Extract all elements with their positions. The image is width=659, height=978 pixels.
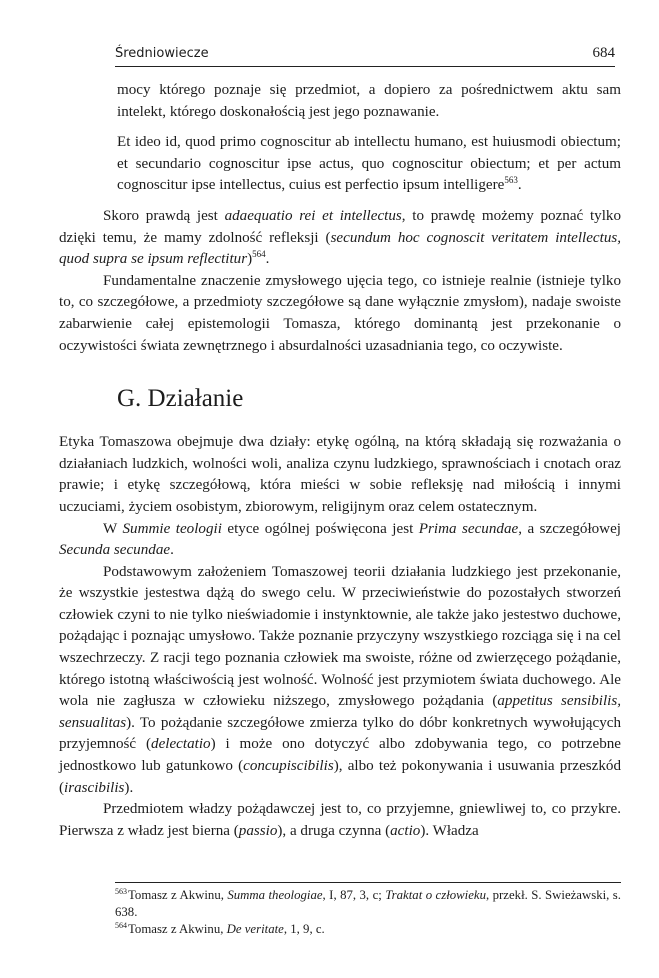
text-span: Przedmiotem władzy pożądawczej jest to, co przyjemne, gniewliwej to, co przykre. Pierwsza z władz jest bierna ( xyxy=(59,801,621,839)
footnote-564 xyxy=(115,921,621,938)
italic-title: Summa theologiae xyxy=(227,888,323,902)
text-span: . xyxy=(265,251,270,268)
italic-term: adaequatio rei et intellectus xyxy=(224,207,402,224)
text-span: ). To pożądanie szczegółowe zmierza tylko do dóbr konkretnych wywołujących przyjemność ( xyxy=(59,714,621,753)
footnote-563 xyxy=(115,887,621,921)
text-span: ). xyxy=(124,779,134,796)
footnote-ref[interactable]: 563 xyxy=(504,175,518,186)
text-span: etyce ogólnej poświęcona jest xyxy=(221,520,419,537)
text-span: , a szczegółowej xyxy=(518,520,621,537)
paragraph: mocy którego poznaje się przedmiot, a dopiero za pośrednictwem aktu sam intelekt, którego doskonałością jest jego poznawanie. xyxy=(117,82,621,120)
paragraph xyxy=(59,799,621,842)
text-span: , I, 87, 3, c; xyxy=(322,888,386,902)
italic-term: concupiscibilis xyxy=(243,758,334,775)
paragraph: Fundamentalne znaczenie zmysłowego ujęcia tego, co istnieje realnie (istnieje tylko to, co szczegółowe, a przedmioty szczegółowe są dane wyłącznie zmysłom), nadaje swoiste zabarwienie całej epistemologii Tomasza, którego dominantą jest przekonanie o oczywistości świata zewnętrznego i absurdalności uzasadniania tego, co oczywiste. xyxy=(59,272,621,354)
paragraph: Etyka Tomaszowa obejmuje dwa działy: etykę ogólną, na którą składają się rozważania o działaniach ludzkich, wolności woli, analiza czynu ludzkiego, sprawnościach i cnotach oraz prawie; i etykę szczegółową, która mieści w sobie refleksję nad miłością i innymi uczuciami, życiem osobistym, zbiorowym, religijnym oraz celem ostatecznym. xyxy=(59,434,621,515)
italic-term: appetitus sensibilis, sensualitas xyxy=(59,693,622,731)
footnote-ref[interactable]: 564 xyxy=(252,249,266,260)
latin-quote xyxy=(117,132,621,197)
paragraph xyxy=(59,206,621,271)
italic-term: Summie teologii xyxy=(122,520,222,537)
footnote-number: 563 xyxy=(115,886,127,896)
text-span: ), a druga czynna ( xyxy=(277,822,391,839)
quote-end: . xyxy=(517,177,522,194)
running-header xyxy=(115,46,615,67)
italic-term: irascibilis xyxy=(64,779,125,796)
main-text xyxy=(59,80,621,842)
text-span: . xyxy=(170,542,174,559)
italic-title: De veritate xyxy=(226,922,284,937)
paragraph xyxy=(59,562,621,800)
italic-term: Secunda secundae xyxy=(59,542,171,559)
footnote-number: 564 xyxy=(115,921,127,931)
text-span: Skoro prawdą jest xyxy=(103,207,225,224)
text-span: , przekł. S. Swieżawski, s. 638. xyxy=(115,888,621,920)
italic-term: Prima secundae xyxy=(418,520,519,537)
text-span: ). Władza xyxy=(420,822,479,839)
text-span: , 1, 9, c. xyxy=(283,922,325,937)
text-span: Tomasz z Akwinu, xyxy=(128,922,227,937)
italic-term: delectatio xyxy=(151,736,211,753)
text-span: W xyxy=(103,520,123,537)
text-span: ), albo też pokonywania i usuwania przeszkód ( xyxy=(59,758,621,796)
italic-term: actio xyxy=(390,822,421,839)
text-span: , to prawdę możemy poznać tylko dzięki temu, że mamy zdolność refleksji ( xyxy=(59,207,621,246)
text-span: ) xyxy=(247,251,253,268)
italic-title: Traktat o człowieku xyxy=(385,888,486,902)
footnotes xyxy=(115,882,621,939)
page-number: 684 xyxy=(592,45,615,61)
text-span: ) i może ono dotyczyć albo zdobywania tego, co potrzebne jednostkowo lub gatunkowo ( xyxy=(59,736,621,775)
text-span: Tomasz z Akwinu, xyxy=(128,888,228,902)
quote-text: Et ideo id, quod primo cognoscitur ab intellectu humano, est huiusmodi obiectum; et secundario cognoscitur ipse actus, quo cognoscitur obiectum; et per actum cognoscitur ipse intellectus, cuius est perfectio ipsum intelligere xyxy=(117,134,621,194)
text-span: Podstawowym założeniem Tomaszowej teorii działania ludzkiego jest przekonanie, że wszystkie jestestwa dążą do swego celu. W przeciwieństwie do pozostałych stworzeń człowiek czyni to nie tylko nieświadomie i instynktownie, ale także jako jestestwo duchowe, pożądając i poznając umysłowo. Także poznanie przyczyny wszystkiego rozciąga się i na cel wszechrzeczy. Z racji tego poznania człowiek ma swoiste, różne od zwierzęcego pożądanie, którego istotną właściwością jest wolność. Wolność jest przymiotem świata duchowego. Ale wola nie zagłusza w człowieku niższego, zmysłowego pożądania ( xyxy=(59,563,621,710)
paragraph xyxy=(59,519,621,562)
italic-term: passio xyxy=(238,822,278,839)
section-heading: G. Działanie xyxy=(117,385,244,413)
running-title: Średniowiecze xyxy=(115,46,209,61)
section-body xyxy=(59,432,621,842)
italic-term: secundum hoc cognoscit veritatem intellectus, quod supra se ipsum reflectitur xyxy=(59,229,622,268)
